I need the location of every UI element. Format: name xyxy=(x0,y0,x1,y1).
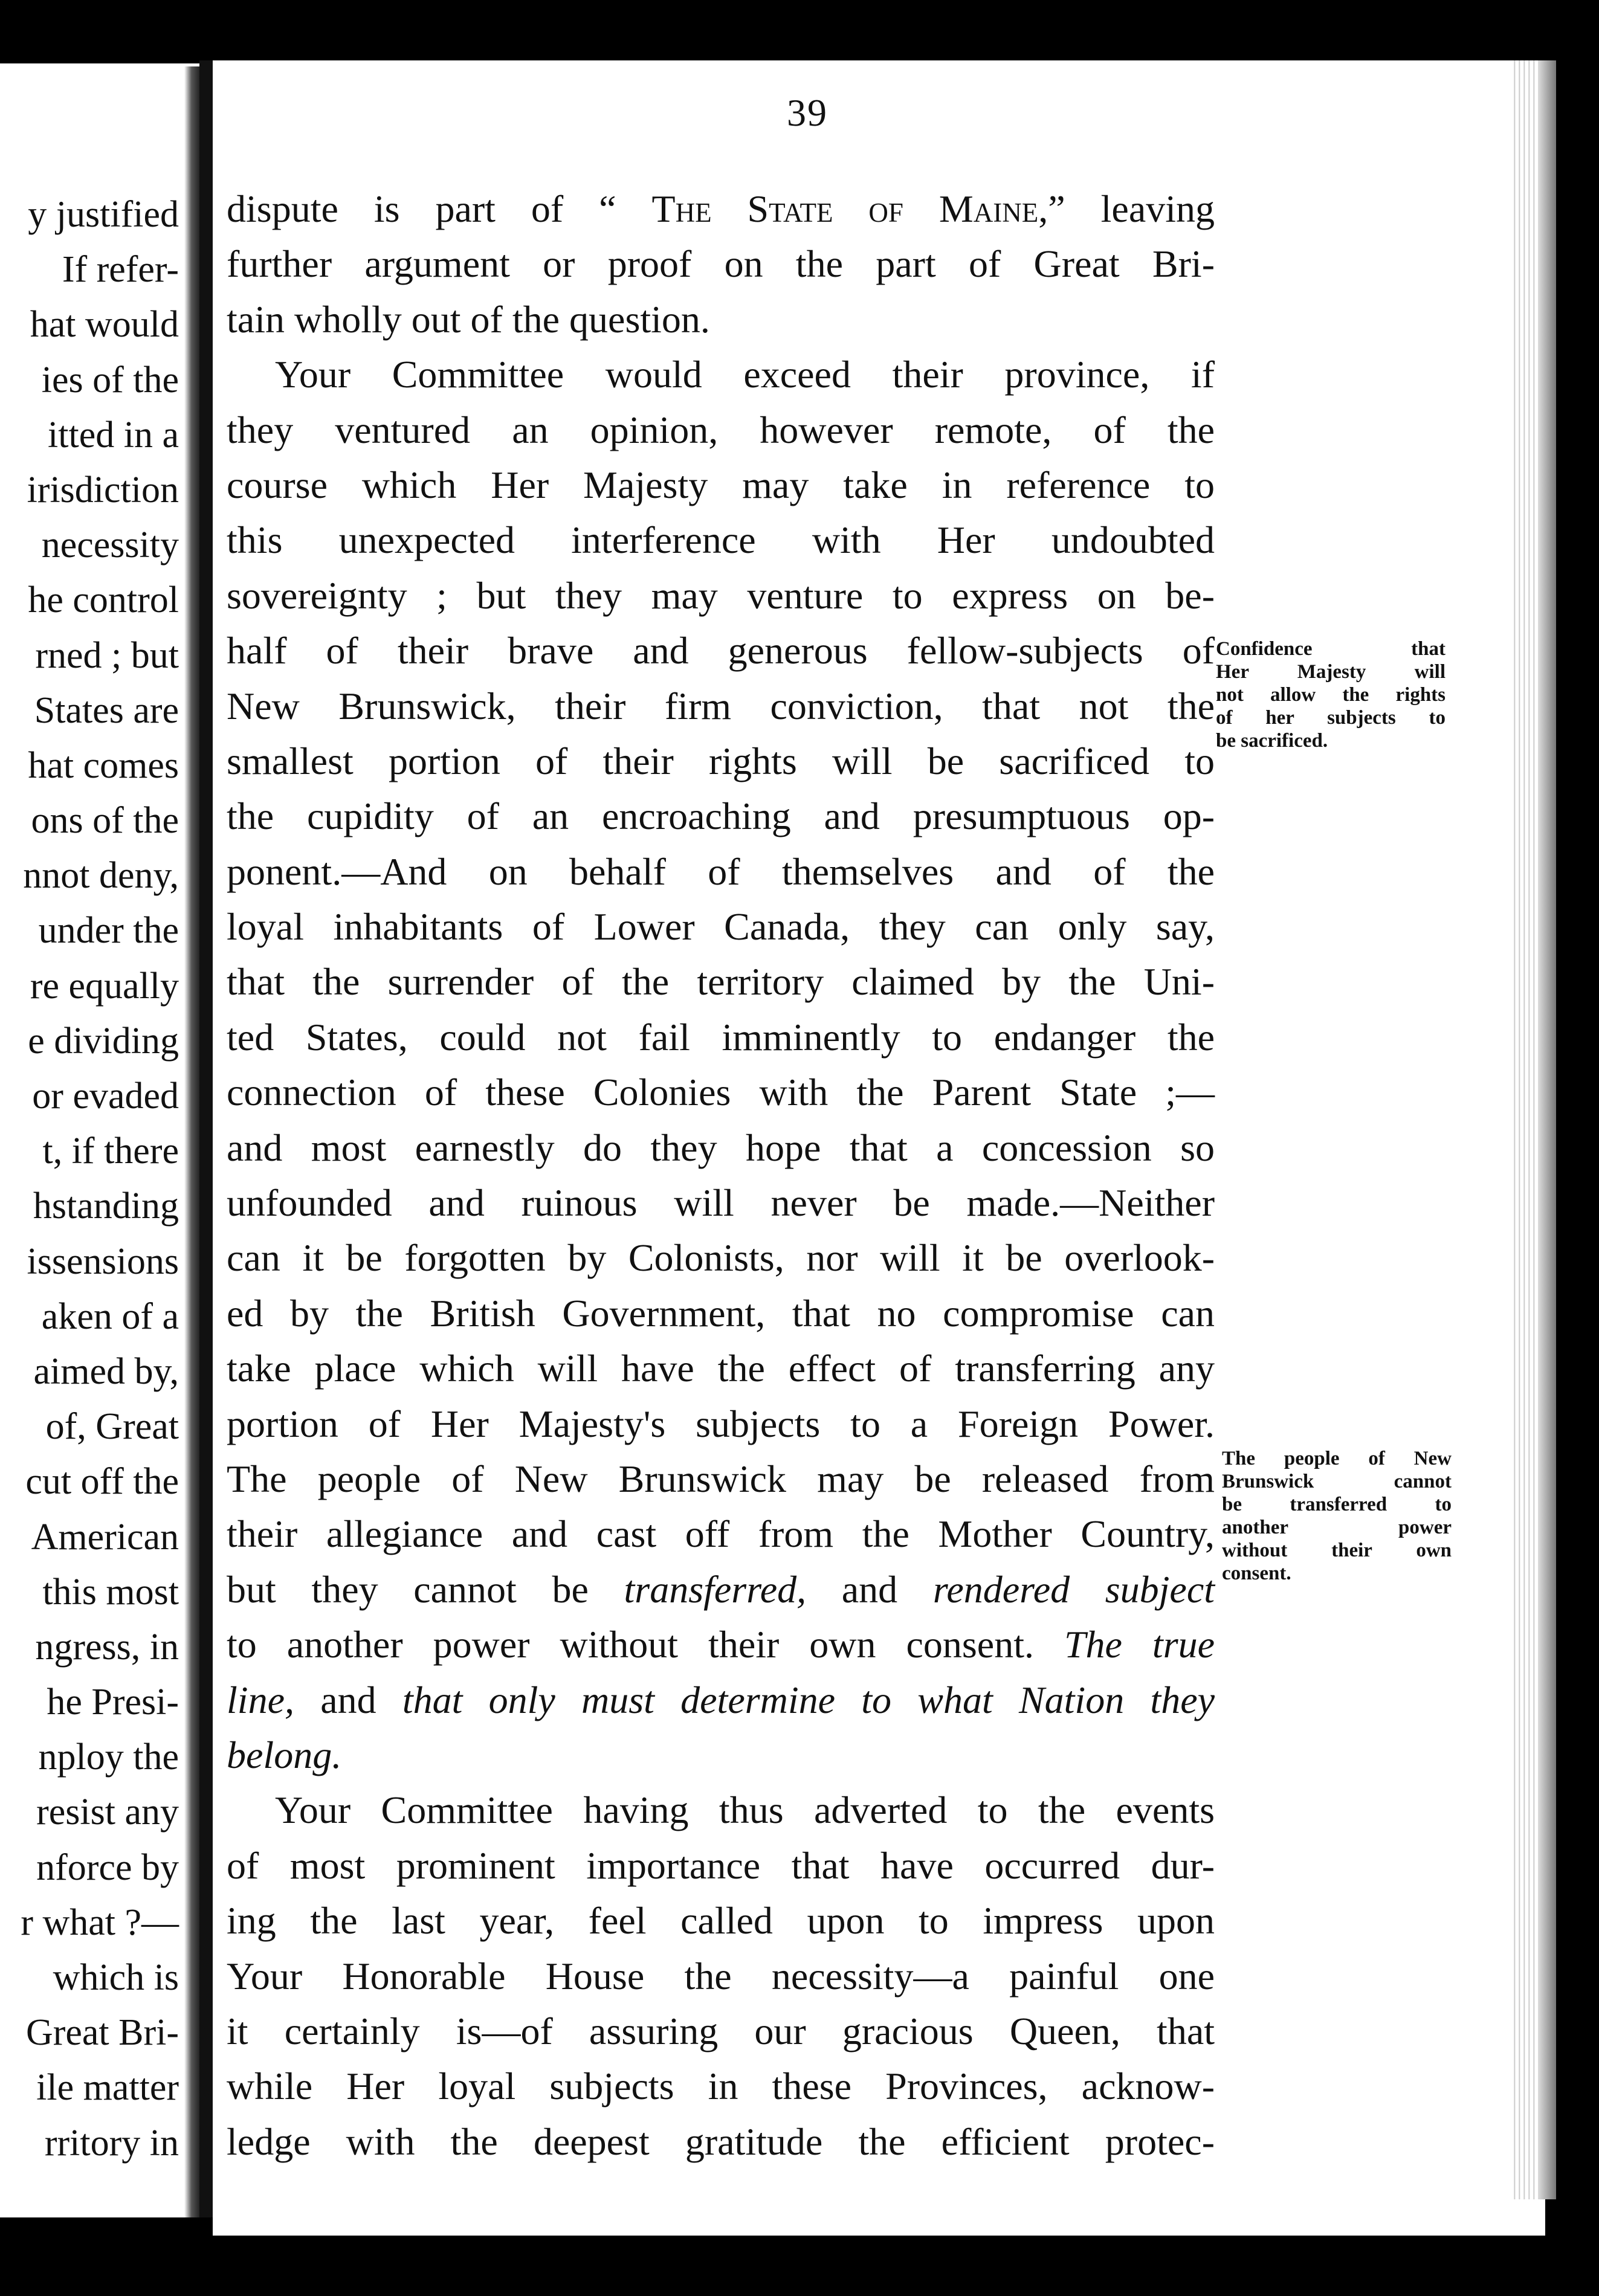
margin-note-line: be sacrificed. xyxy=(1216,730,1328,752)
text-line xyxy=(227,1727,1215,1782)
margin-note-line: Brunswick cannot xyxy=(1222,1471,1452,1492)
text-line: their allegiance and cast off from the Mother Country, xyxy=(227,1512,1215,1556)
left-line: ies of the xyxy=(41,359,179,401)
left-line: he Presi- xyxy=(47,1682,179,1723)
left-page-text xyxy=(21,187,179,2171)
text-line xyxy=(227,1562,1215,1617)
text-line: Your Honorable House the necessity—a painful one xyxy=(227,1954,1215,1998)
italic-span: transferred, xyxy=(624,1567,807,1611)
left-line: of, Great xyxy=(45,1406,179,1448)
text-line: they ventured an opinion, however remote, of the xyxy=(227,408,1215,451)
text-line: can it be forgotten by Colonists, nor will it be overlook- xyxy=(227,1236,1215,1280)
text-line: sovereignty ; but they may venture to express on be- xyxy=(227,573,1215,617)
left-line: aimed by, xyxy=(33,1350,179,1392)
italic-span: that only must determine to what Nation they xyxy=(402,1678,1215,1721)
left-line: American xyxy=(31,1516,179,1558)
text-line: unfounded and ruinous will never be made.—Neither xyxy=(227,1181,1215,1225)
left-line: r what ?— xyxy=(21,1901,179,1943)
italic-span: The true xyxy=(1064,1623,1215,1666)
text-line: that the surrender of the territory claimed by the Uni- xyxy=(227,960,1215,1004)
left-line: hat would xyxy=(30,304,179,346)
text-line xyxy=(227,1617,1215,1672)
text-line: loyal inhabitants of Lower Canada, they can only say, xyxy=(227,905,1215,949)
italic-span: belong. xyxy=(227,1733,342,1776)
text-line: the cupidity of an encroaching and presumptuous op- xyxy=(227,795,1215,838)
margin-note-line: be transferred to xyxy=(1222,1494,1452,1515)
italic-span: rendered subject xyxy=(932,1567,1215,1611)
left-line: t, if there xyxy=(42,1130,179,1172)
left-line: hstanding xyxy=(33,1185,179,1227)
text-line: of most prominent importance that have occurred dur- xyxy=(227,1843,1215,1887)
left-line: or evaded xyxy=(32,1075,179,1117)
left-line: ons of the xyxy=(31,800,179,842)
text-line: tain wholly out of the question. xyxy=(227,297,710,341)
left-line: this most xyxy=(42,1571,179,1613)
text-line: this unexpected interference with Her undoubted xyxy=(227,518,1215,562)
text-line: while Her loyal subjects in these Provinces, acknow- xyxy=(227,2065,1215,2108)
text-line: take place which will have the effect of transferring any xyxy=(227,1347,1215,1390)
margin-note-line: of her subjects to xyxy=(1216,707,1446,729)
left-line: e dividing xyxy=(28,1020,179,1062)
left-line: rned ; but xyxy=(35,634,179,676)
margin-note-line: consent. xyxy=(1222,1562,1291,1584)
text-line: smallest portion of their rights will be sacrificed to xyxy=(227,739,1215,782)
left-line: nploy the xyxy=(38,1737,179,1778)
margin-note-line: Confidence that xyxy=(1216,638,1446,660)
text-span: and xyxy=(294,1678,402,1721)
text-line: ledge with the deepest gratitude the efficient protec- xyxy=(227,2120,1215,2163)
text-line: ing the last year, feel called upon to impress upon xyxy=(227,1899,1215,1943)
left-line: which is xyxy=(53,1957,179,1998)
left-line: aken of a xyxy=(41,1295,179,1337)
text-line: connection of these Colonies with the Parent State ;— xyxy=(227,1071,1215,1114)
left-line: If refer- xyxy=(62,249,179,291)
text-line: and most earnestly do they hope that a concession so xyxy=(227,1126,1215,1169)
state-of-maine-heading: The State of Maine xyxy=(651,187,1039,230)
italic-span: line, xyxy=(227,1678,294,1721)
left-line: necessity xyxy=(41,524,179,566)
text-line: ted States, could not fail imminently to endanger the xyxy=(227,1015,1215,1059)
left-line: irisdiction xyxy=(27,469,179,511)
text-span: dispute is part of “ xyxy=(227,187,652,230)
text-span: and xyxy=(806,1567,933,1611)
left-line: y justified xyxy=(28,194,179,235)
text-line: course which Her Majesty may take in reference to xyxy=(227,463,1215,506)
page-number: 39 xyxy=(787,91,828,134)
left-line: issensions xyxy=(27,1240,179,1282)
margin-note-line: another power xyxy=(1222,1517,1452,1538)
margin-note-transfer xyxy=(1222,1447,1452,1585)
text-line: New Brunswick, their firm conviction, that not the xyxy=(227,684,1215,727)
page-edge-shadow xyxy=(1538,60,1556,2199)
left-line: itted in a xyxy=(48,414,179,456)
text-line: Your Committee would exceed their province, if xyxy=(275,353,1215,396)
text-line: portion of Her Majesty's subjects to a Foreign Power. xyxy=(227,1402,1215,1445)
margin-note-line: without their own xyxy=(1222,1540,1452,1561)
text-line: ponent.—And on behalf of themselves and of the xyxy=(227,850,1215,893)
text-span: to another power without their own consent. xyxy=(227,1623,1064,1666)
left-line: ile matter xyxy=(36,2067,179,2109)
margin-note-line: not allow the rights xyxy=(1216,684,1446,706)
left-page-fragment xyxy=(0,63,199,2217)
text-line: Your Committee having thus adverted to the events xyxy=(275,1788,1215,1832)
left-line: he control xyxy=(28,579,179,621)
text-line: half of their brave and generous fellow-subjects of xyxy=(227,629,1215,672)
text-line: further argument or proof on the part of Great Bri- xyxy=(227,242,1215,286)
left-line: nnot deny, xyxy=(23,855,179,897)
left-line: under the xyxy=(38,910,179,952)
text-line: The people of New Brunswick may be released from xyxy=(227,1457,1215,1500)
left-line: resist any xyxy=(36,1791,179,1833)
text-span: but they cannot be xyxy=(227,1567,624,1611)
text-line xyxy=(227,1672,1215,1727)
left-line: ngress, in xyxy=(35,1626,179,1668)
body-text xyxy=(227,181,1215,2169)
text-line xyxy=(227,181,1215,236)
text-line: it certainly is—of assuring our gracious Queen, that xyxy=(227,2009,1215,2053)
left-line: nforce by xyxy=(36,1846,179,1888)
text-span: ,” leaving xyxy=(1038,187,1215,230)
left-line: re equally xyxy=(30,965,179,1007)
left-line: rritory in xyxy=(44,2122,179,2164)
left-line: Great Bri- xyxy=(25,2012,179,2054)
left-line: States are xyxy=(34,689,179,731)
left-line: hat comes xyxy=(28,744,179,786)
margin-note-line: The people of New xyxy=(1222,1448,1452,1469)
margin-note-line: Her Majesty will xyxy=(1216,661,1446,683)
margin-note-confidence xyxy=(1216,637,1446,752)
left-line: cut off the xyxy=(25,1461,179,1503)
text-line: ed by the British Government, that no compromise can xyxy=(227,1291,1215,1335)
